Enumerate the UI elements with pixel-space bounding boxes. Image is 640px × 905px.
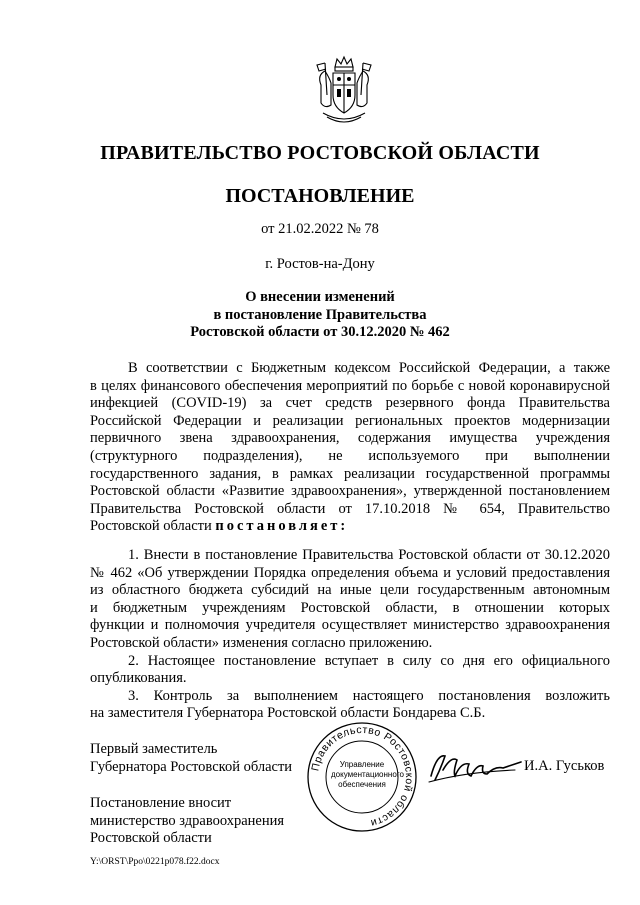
text-line: 2. Настоящее постановление вступает в силу со дня его официального — [128, 652, 610, 669]
text-line: функции и полномочия учредителя осуществляет министерство здравоохранения — [90, 617, 610, 634]
text-line: из областного бюджета субсидий на иные цели государственным автономным — [90, 582, 610, 599]
text-line: (структурного подразделения), не используемого при выполнении — [90, 447, 610, 464]
subject-line: Ростовской области от 30.12.2020 № 462 — [190, 324, 450, 340]
rostov-oblast-coat-of-arms-icon — [313, 55, 375, 127]
subject-line: в постановление Правительства — [213, 306, 427, 323]
position-line: Первый заместитель — [90, 741, 218, 757]
seal-center-text — [331, 760, 404, 790]
organization-title: ПРАВИТЕЛЬСТВО РОСТОВСКОЙ ОБЛАСТИ — [100, 142, 540, 164]
text-line: 3. Контроль за выполнением настоящего постановления возложить — [128, 687, 610, 704]
text-line: государственного задания, в рамках реализации государственной программы — [90, 465, 610, 482]
text-line: первичного звена здравоохранения, содержания имущества учреждения — [90, 430, 610, 447]
document-type-title: ПОСТАНОВЛЕНИЕ — [225, 185, 415, 207]
text-line: Правительства Ростовской области от 17.10.2018 № 654, Правительство — [90, 500, 610, 517]
decree-items — [90, 547, 610, 723]
file-path-footer: Y:\ORST\Ppo\0221p078.f22.docx — [90, 857, 220, 867]
seal-line: обеспечения — [338, 780, 386, 789]
position-line: Губернатора Ростовской области — [90, 758, 293, 775]
document-city: г. Ростов-на-Дону — [265, 256, 375, 272]
document-date-number: от 21.02.2022 № 78 — [261, 221, 379, 237]
submitted-by — [90, 795, 284, 848]
decree-word: постановляет: — [215, 518, 349, 535]
preamble-paragraph — [90, 360, 610, 536]
text-line-with-decree — [90, 518, 610, 536]
seal-line: документационного — [331, 770, 404, 779]
text-line: опубликования. — [90, 670, 187, 687]
submitted-line: Постановление вносит — [90, 795, 232, 811]
seal-ring-text: Правительство Ростовской области — [309, 723, 416, 830]
signatory-name: И.А. Гуськов — [524, 758, 605, 774]
handwritten-signature-icon — [425, 746, 523, 786]
seal-line: Управление — [339, 760, 385, 769]
submitted-line: министерство здравоохранения — [90, 812, 285, 829]
text-line: № 462 «Об утверждении Порядка определения объема и условий предоставления — [90, 564, 610, 581]
text-line: Ростовской области — [90, 518, 212, 535]
document-subject — [0, 289, 640, 342]
text-line: и бюджетным учреждениям Ростовской области, в отношении которых — [90, 599, 610, 616]
text-line: в целях финансового обеспечения мероприятий по борьбе с новой коронавирусной — [90, 377, 610, 394]
submitted-line: Ростовской области — [90, 830, 212, 847]
text-line: Ростовской области «Развитие здравоохранения», утвержденной постановлением — [90, 483, 610, 500]
text-line: 1. Внести в постановление Правительства Ростовской области от 30.12.2020 — [128, 547, 610, 563]
text-line: Ростовской области» изменения согласно приложению. — [90, 634, 433, 651]
text-line: В соответствии с Бюджетным кодексом Российской Федерации, а также — [128, 360, 610, 376]
text-line: инфекцией (COVID-19) за счет средств резервного фонда Правительства — [90, 395, 610, 412]
subject-line: О внесении изменений — [245, 289, 395, 305]
text-line: Российской Федерации и реализации региональных проектов модернизации — [90, 412, 610, 429]
signatory-position — [90, 741, 292, 776]
text-line: на заместителя Губернатора Ростовской области Бондарева С.Б. — [90, 705, 486, 722]
